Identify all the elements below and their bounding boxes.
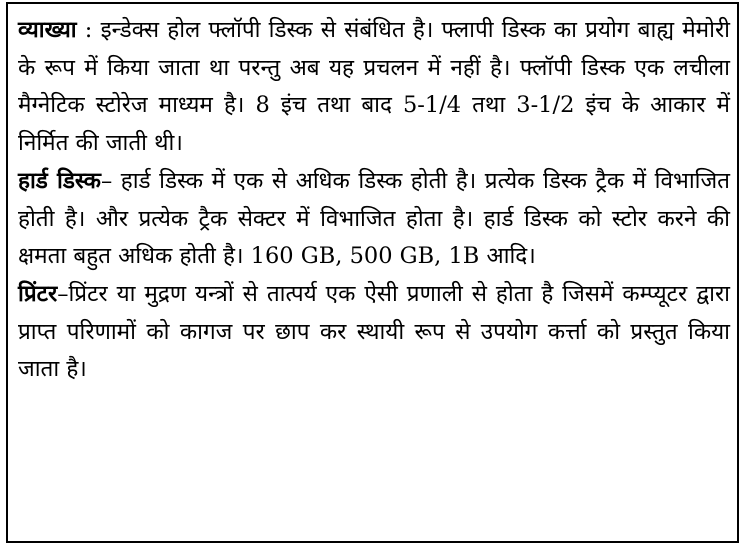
paragraph-explanation: [18, 12, 730, 163]
paragraph-body: इन्डेक्स होल फ्लॉपी डिस्क से संबंधित है। फ्लापी डिस्क का प्रयोग बाह्य मेमोरी के रूप में किया जाता था परन्तु अब यह प्रचलन में नहीं है। फ्लॉपी डिस्क एक लचीला मैग्नेटिक स्टोरेज माध्यम है। 8 इंच तथा बाद 5-1/4 तथा 3-1/2 इंच के आकार में निर्मित की जाती थी।: [18, 17, 730, 157]
separator: :: [76, 17, 101, 43]
separator: –: [100, 167, 121, 194]
text-box: [6, 2, 739, 543]
term-explanation: व्याख्या: [18, 17, 77, 43]
paragraph-body: प्रिंटर या मुद्रण यन्त्रों से तात्पर्य एक ऐसी प्रणाली से होता है जिसमें कम्प्यूटर द्वारा प्राप्त परिणामों को कागज पर छाप कर स्थायी रूप से उपयोग कर्त्ता को प्रस्तुत किया जाता है।: [18, 280, 730, 383]
term-printer: प्रिंटर: [18, 280, 58, 307]
next-line-cutoff: [0, 543, 745, 557]
separator: –: [57, 280, 69, 307]
paragraph-hard-disk: [18, 163, 730, 276]
term-hard-disk: हार्ड डिस्क: [18, 167, 101, 194]
paragraph-body: हार्ड डिस्क में एक से अधिक डिस्क होती है। प्रत्येक डिस्क ट्रैक में विभाजित होती है। और प्रत्येक ट्रैक सेक्टर में विभाजित होता है। हार्ड डिस्क को स्टोर करने की क्षमता बहुत अधिक होती है। 160 GB, 500 GB, 1B आदि।: [18, 167, 730, 270]
document-body: [18, 12, 730, 389]
paragraph-printer: [18, 276, 730, 389]
